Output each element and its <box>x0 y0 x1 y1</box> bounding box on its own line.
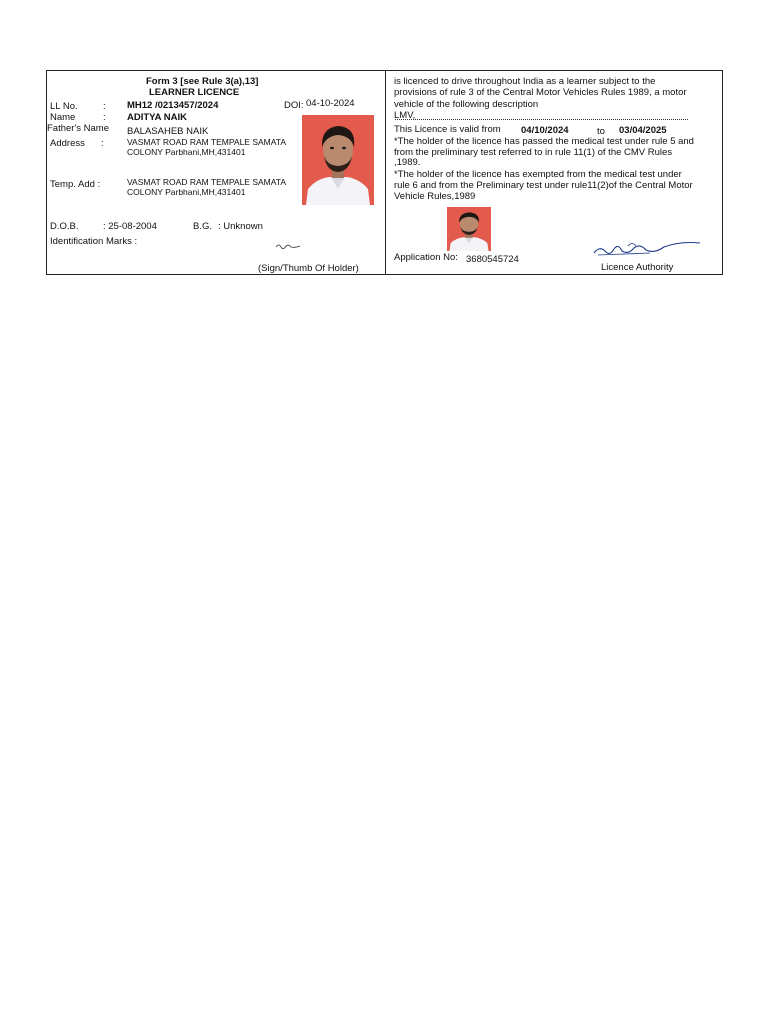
holder-signature <box>275 241 301 251</box>
right-text-line3: vehicle of the following description <box>394 99 539 110</box>
name-label: Name <box>50 112 76 123</box>
doi-label: DOI: <box>284 100 304 111</box>
doi-value: 04-10-2024 <box>306 98 355 109</box>
temp-address-line2: COLONY Parbhani,MH,431401 <box>127 187 246 197</box>
ll-no-colon: : <box>103 101 106 112</box>
valid-to: 03/04/2025 <box>619 125 667 136</box>
note2-line2: rule 6 and from the Preliminary test under rule11(2)of the Central Motor <box>394 180 693 191</box>
name-colon: : <box>103 112 106 123</box>
licence-authority-caption: Licence Authority <box>601 262 674 273</box>
temp-address-label: Temp. Add : <box>50 179 101 190</box>
right-text-line2: provisions of rule 3 of the Central Motor Vehicles Rules 1989, a motor <box>394 87 687 98</box>
dob-label: D.O.B. <box>50 221 79 232</box>
learner-licence-card <box>46 70 723 275</box>
authority-signature <box>592 237 702 259</box>
address-line1: VASMAT ROAD RAM TEMPALE SAMATA <box>127 137 287 147</box>
note2-line3: Vehicle Rules,1989 <box>394 191 476 202</box>
form-title: Form 3 [see Rule 3(a),13] <box>146 76 259 87</box>
vehicle-class-dotted-line <box>395 119 688 120</box>
holder-photo <box>302 115 374 205</box>
valid-from: 04/10/2024 <box>521 125 569 136</box>
note1-line2: from the preliminary test referred to in rule 11(1) of the CMV Rules <box>394 147 673 158</box>
note1-line3: ,1989. <box>394 157 421 168</box>
card-divider <box>385 71 386 274</box>
valid-to-label: to <box>597 126 605 137</box>
temp-address-line1: VASMAT ROAD RAM TEMPALE SAMATA <box>127 177 287 187</box>
dob-value: : 25-08-2004 <box>103 221 157 232</box>
father-name-label: Father's Name <box>47 123 110 134</box>
note2-line1: *The holder of the licence has exempted from the medical test under <box>394 169 682 180</box>
name-value: ADITYA NAIK <box>127 112 187 123</box>
address-label: Address <box>50 138 85 149</box>
licence-title: LEARNER LICENCE <box>149 87 240 98</box>
right-text-line1: is licenced to drive throughout India as a learner subject to the <box>394 76 656 87</box>
application-no-value: 3680545724 <box>466 254 519 265</box>
vehicle-class: LMV, <box>394 110 416 121</box>
father-name-value: BALASAHEB NAIK <box>127 126 209 137</box>
ll-no-label: LL No. <box>50 101 78 112</box>
address-colon: : <box>101 138 104 149</box>
holder-photo-small <box>447 207 491 251</box>
ll-no-value: MH12 /0213457/2024 <box>127 100 219 111</box>
address-line2: COLONY Parbhani,MH,431401 <box>127 147 246 157</box>
blood-group-label: B.G. <box>193 221 213 232</box>
sign-thumb-caption: (Sign/Thumb Of Holder) <box>258 263 359 274</box>
blood-group-value: : Unknown <box>218 221 263 232</box>
valid-label: This Licence is valid from <box>394 124 501 135</box>
application-no-label: Application No: <box>394 252 458 263</box>
note1-line1: *The holder of the licence has passed the medical test under rule 5 and <box>394 136 694 147</box>
identification-marks-label: Identification Marks : <box>50 236 138 247</box>
